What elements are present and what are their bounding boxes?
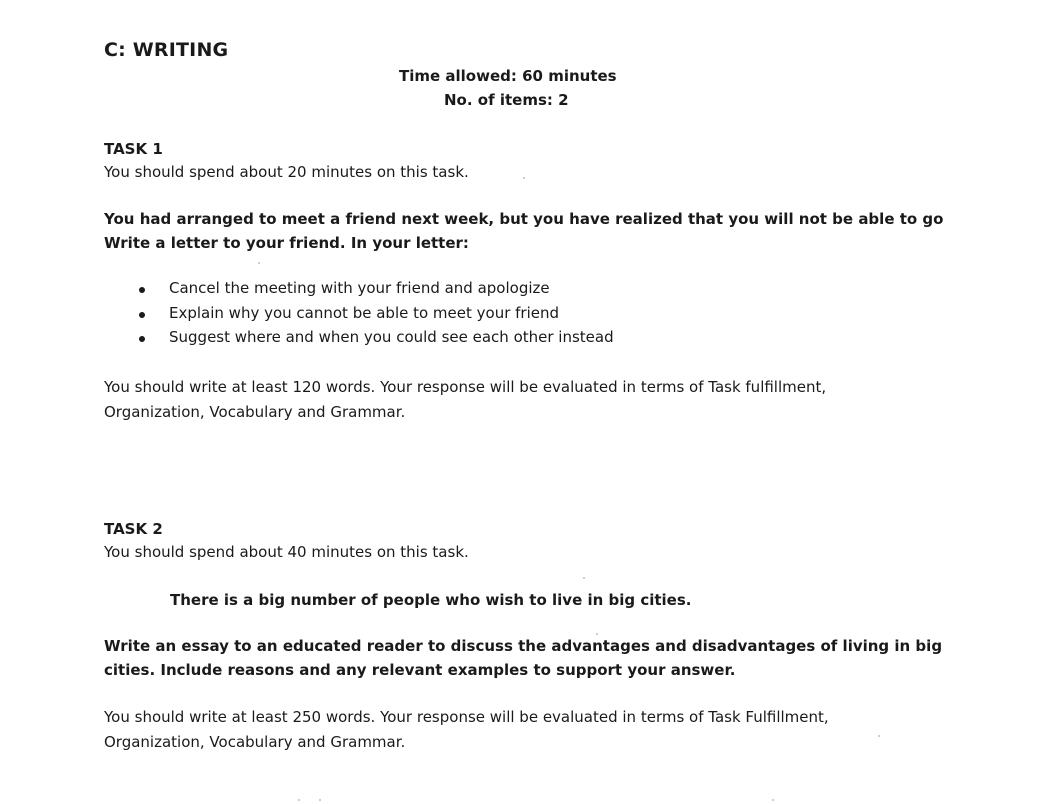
- scan-speck: [319, 799, 321, 801]
- bullet-icon: [139, 312, 145, 318]
- task1-prompt-line1: You had arranged to meet a friend next week, but you have realized that you will not be able to go: [104, 210, 944, 228]
- scan-speck: [523, 177, 525, 179]
- bullet-text: Explain why you cannot be able to meet your friend: [169, 303, 560, 322]
- scan-speck: [878, 735, 880, 737]
- task2-heading: TASK 2: [104, 520, 163, 538]
- bullet-text: Suggest where and when you could see each other instead: [169, 328, 614, 346]
- task1-heading: TASK 1: [104, 140, 163, 158]
- task2-time-note: You should spend about 40 minutes on this task.: [104, 543, 469, 561]
- bullet-icon: [139, 287, 145, 293]
- section-title: C: WRITING: [104, 39, 229, 61]
- scan-speck: [258, 262, 260, 264]
- task2-prompt-line2: cities. Include reasons and any relevant examples to support your answer.: [104, 661, 736, 679]
- task1-prompt-line2: Write a letter to your friend. In your letter:: [104, 234, 469, 252]
- task2-instructions-line1: You should write at least 250 words. Your response will be evaluated in terms of Task Fulfillment,: [104, 708, 829, 726]
- scan-speck: [298, 799, 300, 801]
- scan-speck: [596, 633, 598, 635]
- scan-speck: [772, 799, 774, 801]
- task1-instructions-line2: Organization, Vocabulary and Grammar.: [104, 403, 406, 421]
- task2-prompt-line1: Write an essay to an educated reader to discuss the advantages and disadvantages of living in big: [104, 637, 943, 655]
- scan-speck: [583, 577, 585, 579]
- task1-instructions-line1: You should write at least 120 words. Your response will be evaluated in terms of Task fulfillment,: [104, 378, 827, 396]
- number-of-items: No. of items: 2: [444, 91, 569, 109]
- task1-time-note: You should spend about 20 minutes on this task.: [104, 163, 469, 181]
- bullet-icon: [139, 336, 145, 342]
- task2-statement: There is a big number of people who wish to live in big cities.: [170, 591, 692, 609]
- time-allowed: Time allowed: 60 minutes: [399, 67, 617, 85]
- bullet-text: Cancel the meeting with your friend and apologize: [169, 279, 550, 297]
- task2-instructions-line2: Organization, Vocabulary and Grammar.: [104, 733, 406, 751]
